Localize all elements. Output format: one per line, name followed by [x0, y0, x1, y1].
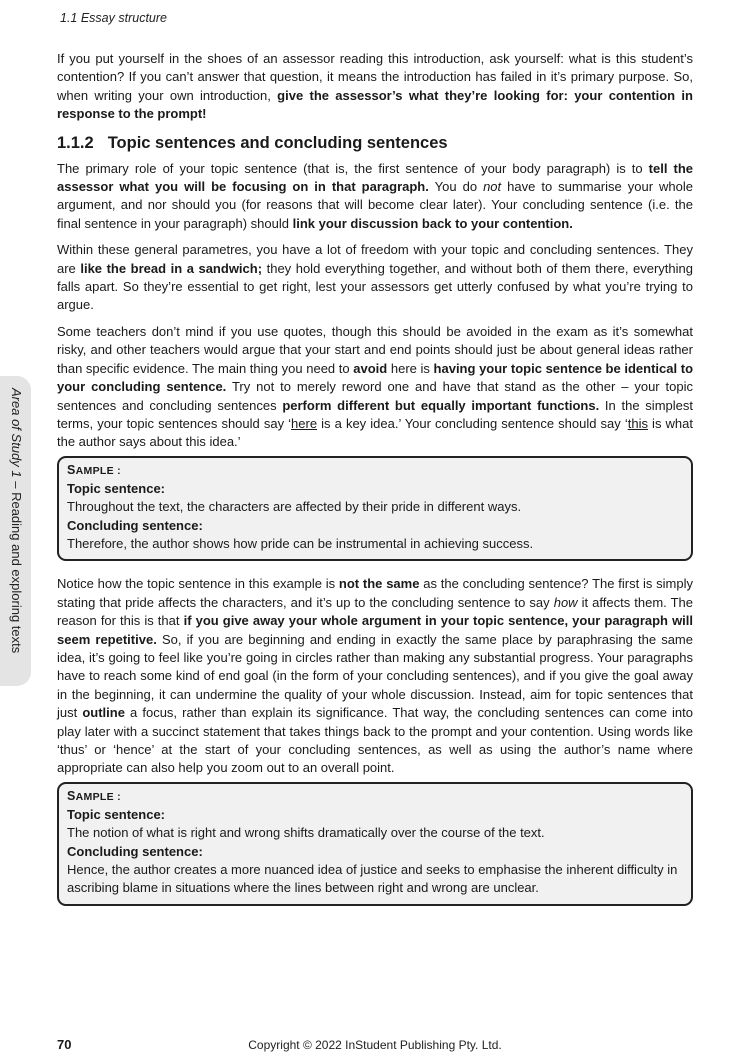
paragraph-topic-role [57, 160, 693, 234]
section-title: Topic sentences and concluding sentences [107, 133, 448, 152]
bold-run: having your topic sentence be identical to your concluding sentence. [57, 360, 694, 395]
text-run: is what the author says about this idea.’ [57, 415, 693, 450]
topic-sentence-label: Topic sentence: [67, 480, 166, 496]
text-run: they hold everything together, and without both of them there, everything falls apart. So they’re essential to get right, lest your assessors get utterly confused by what you’re trying to argue. [57, 260, 693, 313]
bold-run: not the same [338, 576, 420, 592]
sample-label-rest: AMPLE : [75, 790, 121, 803]
text-run: You do [428, 179, 484, 195]
topic-sentence-text: The notion of what is right and wrong shifts dramatically over the course of the text. [67, 825, 545, 841]
text-run: In the simplest terms, your topic sentences should say ‘ [57, 397, 693, 431]
sample-label-rest: AMPLE : [75, 464, 121, 477]
side-tab-label [9, 388, 24, 653]
page-number: 70 [57, 1037, 72, 1052]
copyright-notice: Copyright © 2022 InStudent Publishing Pty. Ltd. [248, 1038, 502, 1052]
underlined-run: here [291, 415, 318, 431]
text-run: Some teachers don’t mind if you use quotes, though this should be avoided in the exam as it’s somewhat risky, and other teachers would argue that your start and end points should just be about general ideas rather than specific evidence. The main thing you need to [57, 323, 693, 376]
text-run: is a key idea.’ Your concluding sentence should say ‘ [317, 415, 628, 431]
text-run: have to summarise your whole argument, and nor should you (for reasons that will become clear later). Your concluding sentence (i.e. the final sentence in your paragraph) should [57, 179, 694, 231]
sample-label [67, 788, 683, 806]
section-number: 1.1.2 [57, 133, 94, 152]
bold-run: like the bread in a sandwich; [80, 260, 263, 276]
text-run: Within these general parametres, you have a lot of freedom with your topic and concluding sentences. They are [57, 242, 693, 276]
text-run: Try not to merely reword one and have that stand as the other – your topic sentences and concluding sentences [57, 379, 693, 413]
bold-run: tell the assessor what you will be focusing on in that paragraph. [57, 160, 693, 195]
italic-run: how [553, 594, 578, 610]
text-run: If you put yourself in the shoes of an assessor reading this introduction, ask yourself: what is this student’s contention? If you can’t answer that question, it means the introduction has failed in it’s primary purpose. So, when writing your own introduction, [57, 51, 693, 103]
paragraph-quotes [57, 323, 693, 452]
side-tab-prefix: Area of Study 1 [9, 388, 24, 478]
bold-run: link your discussion back to your contention. [292, 215, 573, 231]
sample-box-justice [57, 782, 693, 906]
text-run: So, if you are beginning and ending in exactly the same place by paraphrasing the same idea, it’s going to feel like you’re going in circles rather than making any substantial progress. Your paragraphs have to reach some kind of end goal (in the form of your concluding sentences), and if you give the goal away in the beginning, it can undermine the quality of your whole discussion. Instead, aim for topic sentences that just [57, 631, 693, 721]
section-heading [57, 132, 693, 154]
bold-run: avoid [353, 360, 388, 376]
concluding-sentence-label: Concluding sentence: [67, 517, 203, 533]
paragraph-not-same [57, 575, 693, 777]
text-run: Notice how the topic sentence in this example is [57, 576, 339, 592]
concluding-sentence-label: Concluding sentence: [67, 843, 203, 859]
sample-label-initial: S [67, 788, 76, 803]
bold-run: perform different but equally important functions. [282, 397, 600, 413]
italic-run: not [483, 179, 502, 195]
text-run: as the concluding sentence? The first is simply stating that pride affects the characters, and it’s up to the concluding sentence to say [57, 576, 693, 610]
topic-sentence-label: Topic sentence: [67, 806, 166, 822]
text-run: The primary role of your topic sentence (that is, the first sentence of your body paragraph) is to [57, 160, 649, 176]
concluding-sentence-text: Hence, the author creates a more nuanced idea of justice and seeks to emphasise the inherent difficulty in ascribing blame in situations where the lines between right and wrong are unclear. [67, 862, 678, 896]
side-tab-suffix: – Reading and exploring texts [9, 477, 24, 654]
intro-paragraph [57, 50, 693, 124]
sample-box-pride [57, 456, 693, 562]
sample-label [67, 462, 683, 480]
bold-run: give the assessor’s what they’re looking for: your contention in response to the prompt! [57, 87, 693, 122]
paragraph-sandwich [57, 241, 693, 315]
text-run: here is [387, 360, 434, 376]
page-body [57, 50, 693, 920]
sample-label-initial: S [67, 462, 76, 477]
underlined-run: this [627, 415, 648, 431]
concluding-sentence-text: Therefore, the author shows how pride can be instrumental in achieving success. [67, 535, 534, 551]
bold-run: if you give away your whole argument in your topic sentence, your paragraph will seem repetitive. [57, 613, 694, 647]
text-run: a focus, rather than explain its significance. That way, the concluding sentences can come into play later with a succinct statement that takes things back to the prompt and your contention. Using words like ‘thus’ or ‘hence’ at the start of your concluding sentences, as well as using the author’s name where appropriate can also help you zoom out to an overall point. [57, 705, 693, 776]
topic-sentence-text: Throughout the text, the characters are affected by their pride in different ways. [67, 499, 522, 515]
running-header: 1.1 Essay structure [60, 11, 167, 25]
bold-run: outline [82, 705, 125, 721]
text-run: it affects them. The reason for this is that [57, 594, 693, 629]
